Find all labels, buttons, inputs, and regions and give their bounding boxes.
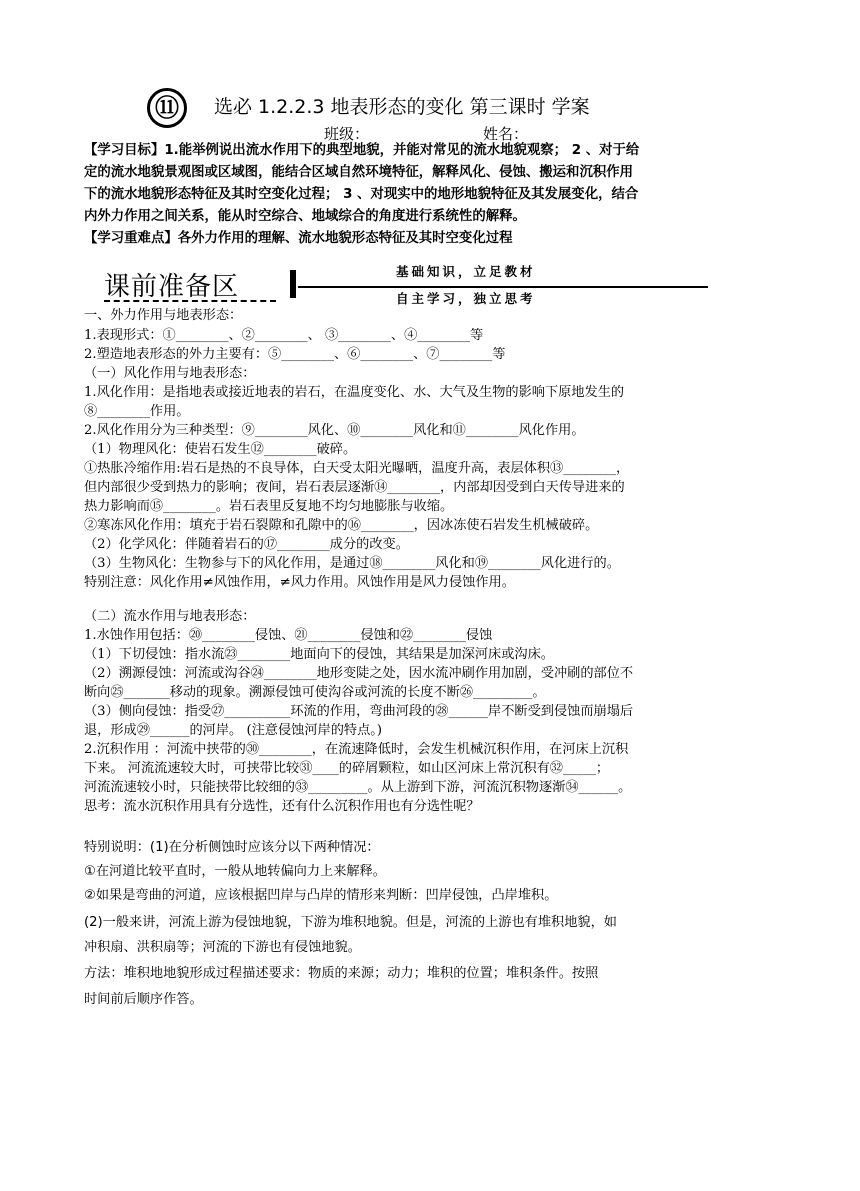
content-line: 但内部很少受到热力的影响；夜间，岩石表层逐渐⑭________，内部却因受到白天传导进来的 (84, 480, 625, 495)
content-line: 热力影响而⑮________。岩石表里反复地不均匀地膨胀与收缩。 (84, 499, 454, 514)
content-line: 1.表现形式：①________、②________、 ③________、④________等 (84, 328, 484, 343)
banner-subtitle-2: 自主学习，独立思考 (396, 291, 536, 306)
banner-subtitle-1: 基础知识，立足教材 (396, 264, 536, 279)
objectives-line-3: 下的流水地貌形态特征及其时空变化过程； 3 、对现实中的地形地貌特征及其发展变化，结合 (84, 187, 639, 202)
content-line: 断向㉕_______移动的现象。溯源侵蚀可使沟谷或河流的长度不断㉖_________。 (84, 685, 546, 700)
page-title: 选必 1.2.2.3 地表形态的变化 第三课时 学案 (214, 96, 590, 118)
content-line: （3）生物风化：生物参与下的风化作用，是通过⑱________风化和⑲________风化进行的。 (84, 556, 620, 571)
content-line: （一）风化作用与地表形态： (84, 366, 256, 381)
method-line: 时间前后顺序作答。 (84, 992, 203, 1007)
special-note-line: (2)一般来讲，河流上游为侵蚀地貌，下游为堆积地貌。但是，河流的上游也有堆积地貌，如 (84, 915, 617, 930)
note-line: 特别注意：风化作用≠风蚀作用，≠风力作用。风蚀作用是风力侵蚀作用。 (84, 575, 515, 590)
content-line: 2.沉积作用 ：河流中挟带的㉚________，在流速降低时，会发生机械沉积作用，在河床上沉积 (84, 742, 629, 757)
key-points-line: 【学习重难点】各外力作用的理解、流水地貌形态特征及其时空变化过程 (84, 231, 513, 246)
special-note-line: ①在河道比较平直时，一般从地转偏向力上来解释。 (84, 864, 386, 879)
content-line: 下来。 河流流速较大时，可挟带比较㉛____的碎屑颗粒，如山区河床上常沉积有㉜_____； (84, 761, 610, 776)
content-line: ⑧________作用。 (84, 404, 190, 419)
content-line: 2.塑造地表形态的外力主要有：⑤________、⑥________、⑦________等 (84, 347, 506, 362)
content-line: 一、外力作用与地表形态： (84, 308, 243, 323)
content-line: （1）物理风化：使岩石发生⑫________破碎。 (84, 442, 357, 457)
special-note-line: 特别说明：(1)在分析侧蚀时应该分以下两种情况： (84, 840, 380, 855)
content-line: 2.风化作用分为三种类型：⑨________风化、⑩________风化和⑪________风化作用。 (84, 423, 585, 438)
content-line: （2）化学风化：伴随着岩石的⑰________成分的改变。 (84, 537, 409, 552)
special-note-line: 冲积扇、洪积扇等；河流的下游也有侵蚀地貌。 (84, 940, 361, 955)
content-line: ②寒冻风化作用：填充于岩石裂隙和孔隙中的⑯________，因冰冻使石岩发生机械破碎。 (84, 518, 599, 533)
objectives-line-1: 【学习目标】1.能举例说出流水作用下的典型地貌，并能对常见的流水地貌观察； 2 、对于给 (84, 143, 640, 158)
name-label: 姓名： (483, 125, 529, 143)
section-banner-title: 课前准备区 (104, 272, 240, 302)
banner-dashed-underline (104, 300, 276, 302)
think-question: 思考：流水沉积作用具有分选性，还有什么沉积作用也有分选性呢？ (84, 799, 480, 814)
content-line: 1.风化作用：是指地表或接近地表的岩石，在温度变化、水、大气及生物的影响下原地发生的 (84, 385, 625, 400)
content-line: 1.水蚀作用包括：⑳________侵蚀、㉑________侵蚀和㉒________侵蚀 (84, 628, 493, 643)
objectives-line-4: 内外力作用之间关系，能从时空综合、地域综合的角度进行系统性的解释。 (84, 209, 526, 224)
method-line: 方法：堆积地地貌形成过程描述要求：物质的来源；动力；堆积的位置；堆积条件。按照 (84, 966, 599, 981)
objectives-line-2: 定的流水地貌景观图或区域图，能结合区域自然环境特征，解释风化、侵蚀、搬运和沉积作用 (84, 165, 634, 180)
lesson-number-badge: ⑪ (147, 88, 187, 128)
content-line: ①热胀冷缩作用:岩石是热的不良导体，白天受太阳光曝晒，温度升高，表层体积⑬________， (84, 461, 630, 476)
content-line: （1）下切侵蚀：指水流㉓________地面向下的侵蚀，其结果是加深河床或沟床。 (84, 647, 554, 662)
content-line: （2）溯源侵蚀：河流或沟谷㉔________地形变陡之处，因水流冲刷作用加剧，受冲刷的部位不 (84, 666, 634, 681)
content-line: （二）流水作用与地表形态： (84, 609, 256, 624)
content-line: 退，形成㉙______的河岸。 (注意侵蚀河岸的特点。) (84, 723, 383, 738)
content-line: （3）侧向侵蚀：指受㉗__________环流的作用，弯曲河段的㉘______岸不断受到侵蚀而崩塌后 (84, 704, 634, 719)
banner-divider-bar (290, 270, 296, 298)
special-note-line: ②如果是弯曲的河道，应该根据凹岸与凸岸的情形来判断：凹岸侵蚀，凸岸堆积。 (84, 888, 558, 903)
banner-rule (298, 286, 708, 288)
class-label: 班级： (324, 125, 370, 143)
content-line: 河流流速较小时，只能挟带比较细的㉝_________。从上游到下游，河流沉积物逐渐㉞______。 (84, 780, 632, 795)
